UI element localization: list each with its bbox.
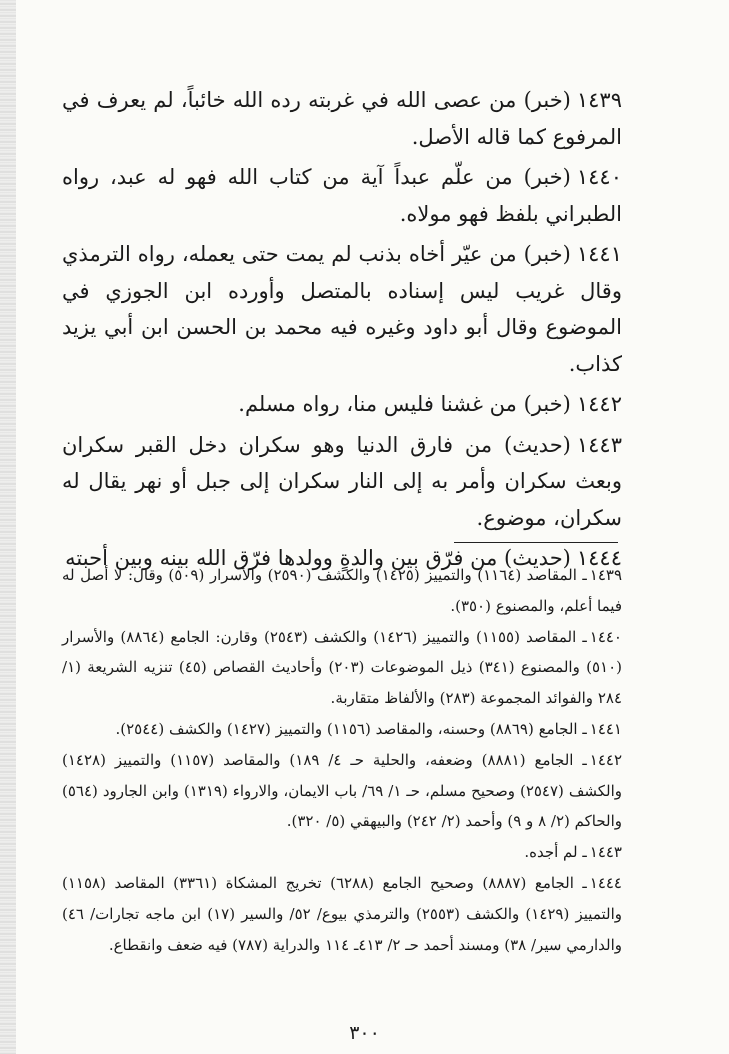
entry-1441: [62, 236, 622, 382]
entry-number: ١٤٤٢: [576, 392, 622, 416]
scan-edge-shadow: [0, 0, 16, 1054]
footnote-1440: [62, 622, 622, 714]
main-text: [62, 82, 622, 577]
footnote-number: ١٤٤١: [589, 719, 622, 738]
footnote-text: ـ المقاصد (١١٦٤) والتمييز (١٤٢٥) والكشف (٢٥٩٠) والأسرار (٥٠٩) وقال: لا أصل له فيما أعلم، والمصنوع (٣٥٠).: [62, 566, 622, 615]
footnote-divider: [454, 542, 618, 543]
entry-number: ١٤٣٩: [576, 88, 622, 112]
entry-1442: [62, 386, 622, 423]
footnote-text: ـ الجامع (٨٨٨٧) وصحيح الجامع (٦٢٨٨) تخريج المشكاة (٣٣٦١) المقاصد (١١٥٨) والتمييز (١٤٢٩) والكشف (٢٥٥٣) والترمذي بيوع/ ٥٢/ والسير (١٧) ابن ماجه تجارات/ ٤٦) والدارمي سير/ ٣٨) ومسند أحمد حـ ٢/ ٤١٣ـ ١١٤ والدراية (٧٨٧) فيه ضعف وانقطاع.: [62, 873, 622, 954]
entry-text: (خبر) من عيّر أخاه بذنب لم يمت حتى يعمله، رواه الترمذي وقال غريب ليس إسناده بالمتصل وأورده ابن الجوزي في الموضوع وقال أبو داود وغيره فيه محمد بن الحسن ابن أبي يزيد كذاب.: [62, 242, 622, 376]
entry-text: (خبر) من علّم عبداً آية من كتاب الله فهو له عبد، رواه الطبراني بلفظ فهو مولاه.: [62, 165, 622, 226]
footnote-1439: [62, 560, 622, 622]
entry-1439: [62, 82, 622, 155]
entry-number: ١٤٤٤: [576, 546, 622, 570]
footnote-number: ١٤٤٠: [589, 627, 622, 646]
footnote-1442: [62, 745, 622, 837]
footnote-text: ـ الجامع (٨٨٨١) وضعفه، والحلية حـ ٤/ ١٨٩) والمقاصد (١١٥٧) والتمييز (١٤٢٨) والكشف (٢٥٤٧) وصحيح مسلم، حـ ١/ ٦٩/ باب الايمان، والارواء (١٣١٩) وابن الجارود (٥٦٤) والحاكم (٢/ ٨ و ٩) وأحمد (٢/ ٢٤٢) والبيهقي (٥/ ٣٢٠).: [62, 750, 623, 831]
footnote-1443: [62, 837, 622, 868]
entry-text: (خبر) من عصى الله في غربته رده الله خائباً، لم يعرف في المرفوع كما قاله الأصل.: [62, 88, 622, 149]
footnotes: [62, 560, 622, 960]
entry-number: ١٤٤١: [576, 242, 622, 266]
entry-text: (حديث) من فارق الدنيا وهو سكران دخل القبر سكران وبعث سكران وأمر به إلى النار سكران إلى جبل أو نهر يقال له سكران، موضوع.: [62, 432, 622, 530]
footnote-number: ١٤٣٩: [589, 566, 623, 584]
footnote-number: ١٤٤٣: [589, 843, 622, 862]
entry-number: ١٤٤٣: [576, 432, 622, 457]
entry-text: (حديث) من فرّق بين والدةٍ وولدها فرّق الله بينه وبين أحبته: [65, 546, 571, 570]
entry-1440: [62, 159, 622, 232]
footnote-1444: [62, 868, 622, 960]
footnote-text: ـ لم أجده.: [524, 843, 587, 862]
page-number: ٣٠٠: [349, 1022, 380, 1044]
footnote-text: ـ المقاصد (١١٥٥) والتمييز (١٤٢٦) والكشف (٢٥٤٣) وقارن: الجامع (٨٨٦٤) والأسرار (٥١٠) والمصنوع (٣٤١) ذيل الموضوعات (٢٠٣) وأحاديث القصاص (٤٥) تنزيه الشريعة (١/ ٢٨٤ والفوائد المجموعة (٢٨٣) والألفاظ متقاربة.: [62, 627, 622, 708]
footnote-number: ١٤٤٢: [589, 750, 623, 769]
entry-number: ١٤٤٠: [576, 165, 622, 189]
entry-text: (خبر) من غشنا فليس منا، رواه مسلم.: [238, 392, 571, 416]
entry-1443: [62, 427, 622, 537]
footnote-1441: [62, 714, 622, 745]
footnote-number: ١٤٤٤: [589, 873, 622, 892]
footnote-text: ـ الجامع (٨٨٦٩) وحسنه، والمقاصد (١١٥٦) والتمييز (١٤٢٧) والكشف (٢٥٤٤).: [115, 719, 587, 738]
